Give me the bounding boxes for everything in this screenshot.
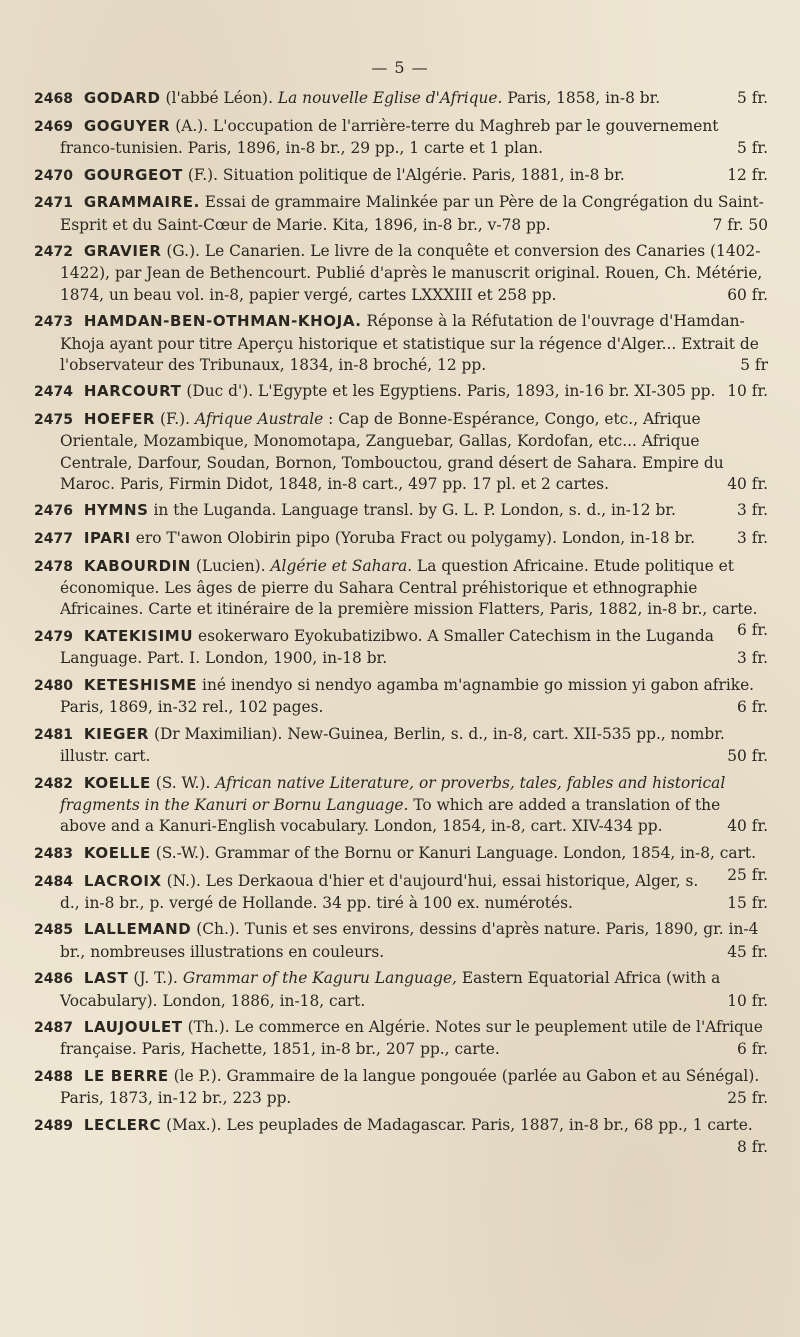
entry-author-detail: (G.). xyxy=(166,242,200,261)
entry-author-detail: (F.). xyxy=(159,410,191,429)
entry-author-detail: (N.). xyxy=(166,871,201,890)
entry-number: 2489 xyxy=(34,1118,73,1135)
entry-price: 3 fr. xyxy=(737,529,768,548)
entry-price: 25 fr. xyxy=(727,1089,768,1108)
entry-author: GOGUYER xyxy=(83,116,171,135)
entry-author-detail: (S. W.). xyxy=(155,773,211,792)
entry-author: KATEKISIMU xyxy=(83,626,194,645)
entry-author: KETESHISME xyxy=(83,675,198,694)
catalogue-entry xyxy=(34,381,768,403)
entry-author-detail: esokerwaro Eyokubatizibwo. xyxy=(198,626,423,645)
entry-price: 25 fr. xyxy=(727,866,768,884)
entry-author: HAMDAN-BEN-OTHMAN-KHOJA. xyxy=(83,312,362,331)
entry-author: HARCOURT xyxy=(83,382,182,401)
catalogue-entry xyxy=(34,165,768,187)
entry-author-detail: (Ch.). xyxy=(196,920,240,939)
entry-number: 2488 xyxy=(34,1069,73,1086)
entry-price: 5 fr xyxy=(740,355,768,374)
entry-price: 3 fr. xyxy=(737,501,768,520)
entry-price: 7 fr. 50 xyxy=(712,215,768,234)
entry-author: IPARI xyxy=(83,529,131,548)
entry-number: 2486 xyxy=(34,971,73,988)
catalogue-entry xyxy=(34,919,768,962)
entry-number: 2469 xyxy=(34,118,73,135)
catalogue-entry xyxy=(34,116,768,159)
entry-number: 2472 xyxy=(34,244,73,261)
entry-author: KABOURDIN xyxy=(83,556,192,575)
entry-author-detail: (Lucien). xyxy=(195,556,266,575)
entry-description: L'Egypte et les Egyptiens. Paris, 1893, in-16 br. XI-305 pp. xyxy=(258,382,716,401)
entry-description: New-Guinea, Berlin, s. d., in-8, cart. XII-535 pp., nombr. illustr. cart. xyxy=(60,724,725,765)
entry-author-detail: (le P.). xyxy=(173,1067,222,1086)
entry-title: Afrique Australe xyxy=(194,410,324,429)
entry-author: GRAMMAIRE. xyxy=(83,193,200,212)
entry-price: 6 fr. xyxy=(737,698,768,717)
entry-description: Paris, 1858, in-8 br. xyxy=(507,89,661,107)
entry-list xyxy=(34,88,768,1157)
entry-author-detail: (A.). xyxy=(175,116,209,135)
entry-author: GRAVIER xyxy=(83,242,162,261)
entry-description: Essai de grammaire Malinkée par un Père de la Congrégation du Saint-Esprit et du Saint-Cœur de Marie. Kita, 1896, in-8 br., v-78 pp. xyxy=(60,193,764,234)
entry-author-detail: (Dr Maximilian). xyxy=(153,724,283,743)
entry-number: 2479 xyxy=(34,628,73,645)
entry-price: 3 fr. xyxy=(737,649,768,668)
entry-price: 5 fr. xyxy=(737,89,768,107)
entry-description: Réponse à la Réfutation de l'ouvrage d'Hamdan-Khoja ayant pour titre Aperçu historique et statistique sur la régence d'Alger... Extrait de l'observateur des Tribunaux, 1834, in-8 broché, 12 pp. xyxy=(60,312,759,374)
entry-number: 2482 xyxy=(34,775,73,792)
entry-author: KOELLE xyxy=(83,843,151,862)
entry-number: 2487 xyxy=(34,1020,73,1037)
entry-description: L'occupation de l'arrière-terre du Maghreb par le gouvernement franco-tunisien. Paris, 1896, in-8 br., 29 pp., 1 carte et 1 plan. xyxy=(60,116,719,157)
catalogue-entry xyxy=(34,311,768,376)
entry-author-detail: (S.-W.). xyxy=(155,843,210,862)
entry-author-detail: ero T'awon Olobirin pipo xyxy=(135,529,330,548)
catalogue-entry xyxy=(34,773,768,838)
entry-price: 40 fr. xyxy=(727,817,768,836)
entry-description: Les peuplades de Madagascar. Paris, 1887, in-8 br., 68 pp., 1 carte. xyxy=(226,1116,753,1135)
entry-author: GODARD xyxy=(83,89,161,107)
catalogue-entry xyxy=(34,528,768,550)
entry-description: Situation politique de l'Algérie. Paris, 1881, in-8 br. xyxy=(222,165,625,184)
entry-description: Grammar of the Bornu or Kanuri Language. London, 1854, in-8, cart. xyxy=(214,843,757,862)
entry-number: 2475 xyxy=(34,412,73,429)
entry-author-detail: (F.). xyxy=(187,165,218,184)
entry-price: 5 fr. xyxy=(737,138,768,157)
catalogue-entry xyxy=(34,1017,768,1060)
catalogue-entry xyxy=(34,871,768,914)
entry-title: Algérie et Sahara. xyxy=(270,556,413,575)
catalogue-entry xyxy=(34,88,768,110)
entry-price: 50 fr. xyxy=(727,746,768,765)
entry-author: LAST xyxy=(83,969,129,988)
entry-number: 2481 xyxy=(34,726,73,743)
entry-author: LECLERC xyxy=(83,1116,162,1135)
entry-description: La question Africaine. Etude politique et économique. Les âges de pierre du Sahara Central préhistorique et ethnographie Africaines. Carte et itinéraire de la première mission Flatters, Paris, 1882, in-8 br., carte. xyxy=(60,556,758,619)
entry-number: 2477 xyxy=(34,531,73,548)
entry-number: 2471 xyxy=(34,195,73,212)
entry-author: HYMNS xyxy=(83,501,149,520)
page-number: — 5 — xyxy=(371,58,429,77)
catalogue-entry xyxy=(34,675,768,718)
entry-author: LALLEMAND xyxy=(83,920,192,939)
entry-author-detail: (Max.). xyxy=(166,1116,222,1135)
entry-author: LAUJOULET xyxy=(83,1018,183,1037)
catalogue-entry xyxy=(34,968,768,1011)
entry-author: GOURGEOT xyxy=(83,165,184,184)
entry-author-detail: in the Luganda. xyxy=(153,501,277,520)
entry-price: 40 fr. xyxy=(727,474,768,493)
entry-price: 15 fr. xyxy=(727,893,768,912)
entry-author-detail: (l'abbé Léon). xyxy=(165,89,273,107)
entry-number: 2485 xyxy=(34,922,73,939)
entry-price: 8 fr. xyxy=(737,1138,768,1157)
entry-description: (Yoruba Fract ou polygamy). London, in-18 br. xyxy=(334,529,695,548)
entry-description: : Cap de Bonne-Espérance, Congo, etc., Afrique Orientale, Mozambique, Monomotapa, Zanguebar, Gallas, Kordofan, etc... Afrique Centrale, Darfour, Soudan, Bornon, Tombouctou, grand désert de Sahara. Empire du Maroc. Paris, Firmin Didot, 1848, in-8 cart., 497 pp. 17 pl. et 2 cartes. xyxy=(60,410,724,493)
entry-price: 10 fr. xyxy=(727,991,768,1010)
entry-author-detail: (Duc d'). xyxy=(186,382,254,401)
entry-price: 6 fr. xyxy=(737,621,768,640)
entry-price: 10 fr. xyxy=(727,382,768,401)
entry-author-detail: (Th.). xyxy=(187,1018,230,1037)
entry-number: 2474 xyxy=(34,384,73,401)
entry-number: 2476 xyxy=(34,503,73,520)
catalogue-entry xyxy=(34,626,768,669)
catalogue-entry xyxy=(34,192,768,235)
entry-number: 2480 xyxy=(34,677,73,694)
entry-number: 2484 xyxy=(34,873,73,890)
entry-author: KOELLE xyxy=(83,773,151,792)
catalogue-entry xyxy=(34,409,768,495)
catalogue-entry xyxy=(34,241,768,306)
entry-description: Tunis et ses environs, dessins d'après nature. Paris, 1890, gr. in-4 br., nombreuses illustrations en couleurs. xyxy=(60,920,759,961)
entry-number: 2468 xyxy=(34,91,73,107)
entry-description: Language transl. by G. L. P. London, s. d., in-12 br. xyxy=(281,501,676,520)
entry-description: Les Derkaoua d'hier et d'aujourd'hui, essai historique, Alger, s. d., in-8 br., p. vergé de Hollande. 34 pp. tiré à 100 ex. numérotés. xyxy=(60,871,699,912)
catalogue-entry xyxy=(34,500,768,522)
entry-description: A Smaller Catechism in the Luganda Language. Part. I. London, 1900, in-18 br. xyxy=(60,626,714,668)
entry-price: 60 fr. xyxy=(727,285,768,304)
entry-price: 6 fr. xyxy=(737,1040,768,1059)
entry-description: Le commerce en Algérie. Notes sur le peuplement utile de l'Afrique française. Paris, Hachette, 1851, in-8 br., 207 pp., carte. xyxy=(60,1018,763,1059)
catalogue-entry xyxy=(34,724,768,767)
entry-author: LE BERRE xyxy=(83,1067,169,1086)
entry-title: African native Literature, or proverbs, tales, fables and historical fragments in the Kanuri or Bornu Language. xyxy=(60,773,726,814)
catalogue-entry xyxy=(34,1066,768,1109)
entry-description: Eastern Equatorial Africa (with a Vocabulary). London, 1886, in-18, cart. xyxy=(60,969,721,1010)
entry-author: LACROIX xyxy=(83,871,162,890)
entry-description: To which are added a translation of the above and a Kanuri-English vocabulary. London, 1854, in-8, cart. XIV-434 pp. xyxy=(60,795,721,836)
entry-price: 12 fr. xyxy=(727,165,768,184)
entry-title: Grammar of the Kaguru Language, xyxy=(182,969,457,988)
entry-price: 45 fr. xyxy=(727,942,768,961)
entry-description: Le Canarien. Le livre de la conquête et conversion des Canaries (1402-1422), par Jean de Bethencourt. Publié d'après le manuscrit original. Rouen, Ch. Métérie, 1874, un beau vol. in-8, papier vergé, cartes LXXXIII et 258 pp. xyxy=(60,242,763,304)
entry-number: 2470 xyxy=(34,167,73,184)
catalogue-entry xyxy=(34,1115,768,1157)
entry-number: 2483 xyxy=(34,845,73,862)
entry-description: Paris, 1869, in-32 rel., 102 pages. xyxy=(60,698,324,717)
entry-number: 2473 xyxy=(34,314,73,331)
entry-description: Grammaire de la langue pongouée (parlée au Gabon et au Sénégal). Paris, 1873, in-12 br., 223 pp. xyxy=(60,1067,760,1108)
entry-title: La nouvelle Eglise d'Afrique. xyxy=(277,89,503,107)
entry-author-detail: iné inendyo si nendyo agamba m'agnambie go mission yi gabon afrike. xyxy=(202,675,755,694)
entry-author-detail: (J. T.). xyxy=(133,969,178,988)
entry-number: 2478 xyxy=(34,558,73,575)
entry-author: HOEFER xyxy=(83,410,156,429)
entry-author: KIEGER xyxy=(83,724,150,743)
